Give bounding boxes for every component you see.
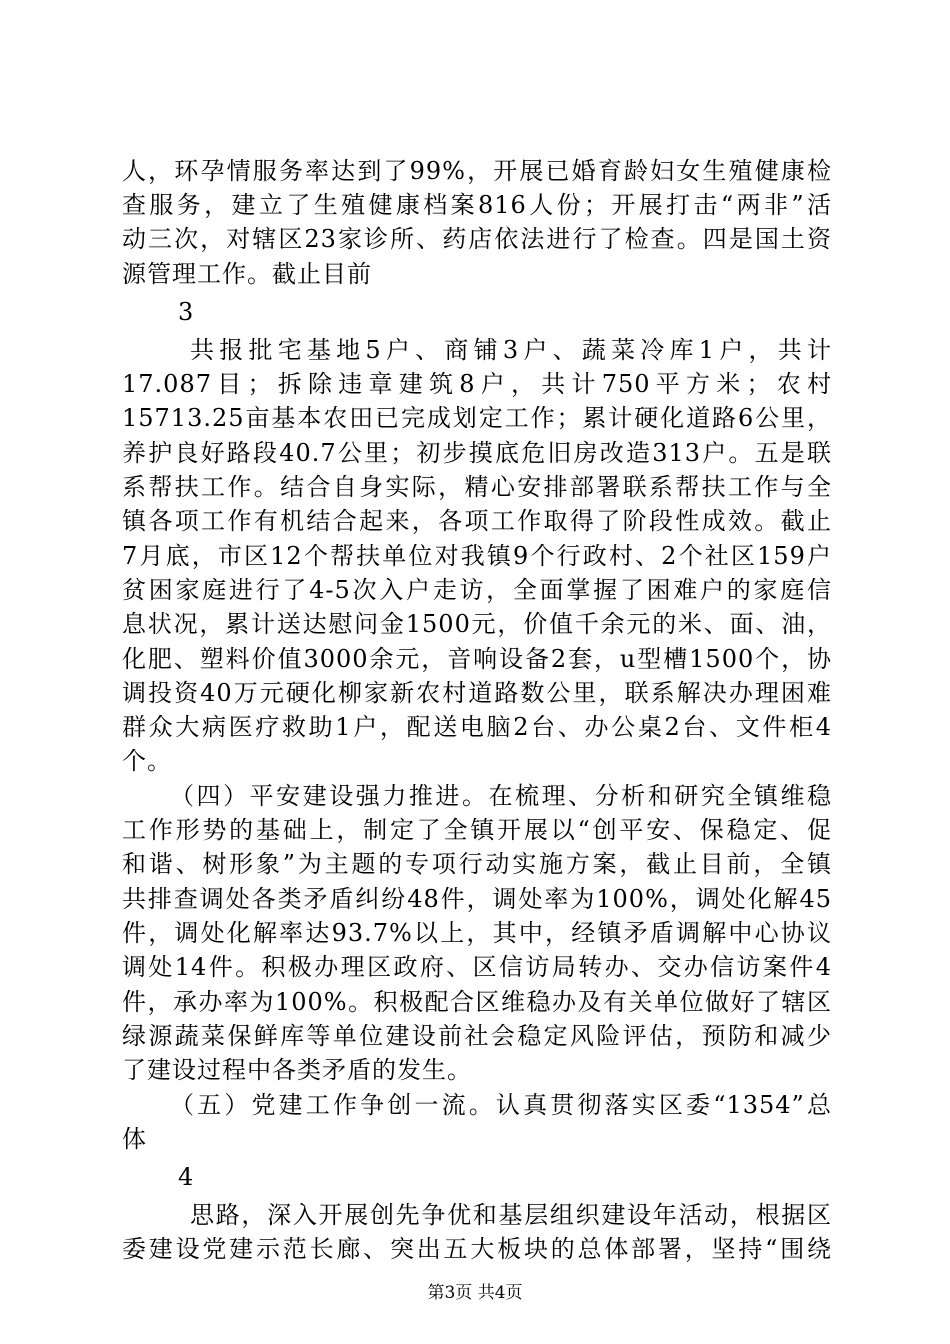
text-line: 调处14件。积极办理区政府、区信访局转办、交办信访案件4 bbox=[122, 953, 832, 981]
text-line: 了建设过程中各类矛盾的发生。 bbox=[122, 1056, 472, 1084]
text-line: 镇各项工作有机结合起来，各项工作取得了阶段性成效。截止 bbox=[122, 507, 832, 535]
text-line: 养护良好路段40.7公里；初步摸底危旧房改造313户。五是联 bbox=[122, 439, 832, 467]
text-line: 息状况，累计送达慰问金1500元，价值千余元的米、面、油， bbox=[122, 610, 832, 638]
text-line: 体 bbox=[122, 1125, 147, 1153]
text-line: 调投资40万元硬化柳家新农村道路数公里，联系解决办理困难 bbox=[122, 679, 832, 707]
text-line: 和谐、树形象”为主题的专项行动实施方案，截止目前，全镇 bbox=[122, 850, 832, 878]
text-line: 15713.25亩基本农田已完成划定工作；累计硬化道路6公里， bbox=[122, 404, 832, 432]
text-line: 查服务，建立了生殖健康档案816人份；开展打击“两非”活 bbox=[122, 191, 832, 219]
page-marker: 3 bbox=[178, 298, 194, 326]
text-line: 人，环孕情服务率达到了99%，开展已婚育龄妇女生殖健康检 bbox=[122, 157, 832, 185]
text-line: （五）党建工作争创一流。认真贯彻落实区委“1354”总 bbox=[170, 1091, 832, 1119]
text-line: 思路，深入开展创先争优和基层组织建设年活动，根据区 bbox=[190, 1201, 832, 1229]
text-line: 工作形势的基础上，制定了全镇开展以“创平安、保稳定、促 bbox=[122, 816, 832, 844]
text-line: 共排查调处各类矛盾纠纷48件，调处率为100%，调处化解45 bbox=[122, 885, 832, 913]
text-line: 件，调处化解率达93.7%以上，其中，经镇矛盾调解中心协议 bbox=[122, 919, 832, 947]
text-line: 群众大病医疗救助1户，配送电脑2台、办公桌2台、文件柜4 bbox=[122, 713, 832, 741]
text-line: 7月底，市区12个帮扶单位对我镇9个行政村、2个社区159户 bbox=[122, 542, 832, 570]
text-line: 件，承办率为100%。积极配合区维稳办及有关单位做好了辖区 bbox=[122, 988, 832, 1016]
page-footer: 第3页 共4页 bbox=[427, 1283, 523, 1303]
text-line: 17.087目；拆除违章建筑8户，共计750平方米；农村 bbox=[122, 370, 832, 398]
text-line: 动三次，对辖区23家诊所、药店依法进行了检查。四是国土资 bbox=[122, 225, 832, 253]
text-line: 委建设党建示范长廊、突出五大板块的总体部署，坚持“围绕 bbox=[122, 1235, 832, 1263]
text-line: 贫困家庭进行了4-5次入户走访，全面掌握了困难户的家庭信 bbox=[122, 576, 832, 604]
text-line: 系帮扶工作。结合自身实际，精心安排部署联系帮扶工作与全 bbox=[122, 473, 832, 501]
text-line: 化肥、塑料价值3000余元，音响设备2套，u型槽1500个，协 bbox=[122, 645, 832, 673]
text-line: 个。 bbox=[122, 747, 172, 775]
text-line: 共报批宅基地5户、商铺3户、蔬菜冷库1户，共计 bbox=[190, 336, 832, 364]
text-line: （四）平安建设强力推进。在梳理、分析和研究全镇维稳 bbox=[170, 782, 832, 810]
page-marker: 4 bbox=[178, 1163, 194, 1191]
text-line: 源管理工作。截止目前 bbox=[122, 260, 372, 288]
text-line: 绿源蔬菜保鲜库等单位建设前社会稳定风险评估，预防和减少 bbox=[122, 1022, 832, 1050]
